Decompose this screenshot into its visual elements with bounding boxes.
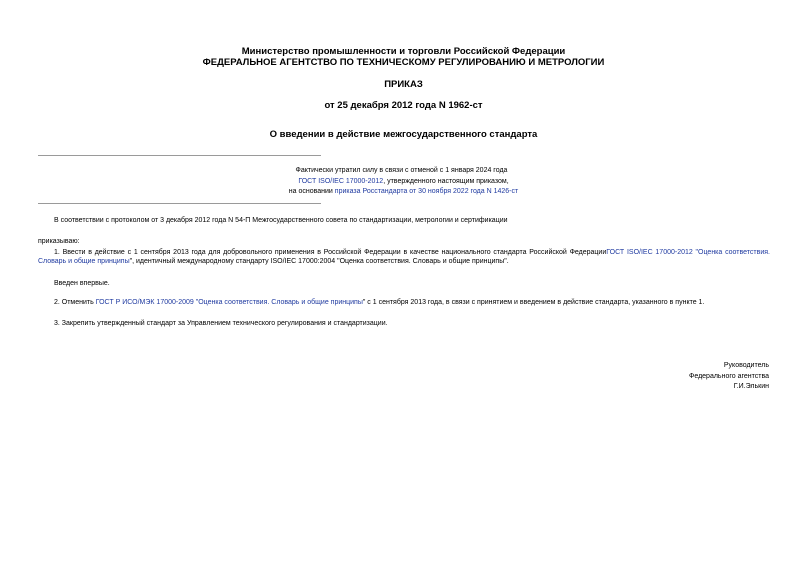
paragraph-2: 2. Отменить ГОСТ Р ИСО/МЭК 17000-2009 "Оценка соответствия. Словарь и общие принципы" с 1 сентября 2013 года, в связи с принятием и введением в действие стандарта, указанного в пункте 1. xyxy=(54,299,705,306)
intro-paragraph: В соответствии с протоколом от 3 декабря 2012 года N 54-П Межгосударственного совета по стандартизации, метрологии и сертификации xyxy=(54,217,508,224)
notice-line-1: Фактически утратил силу в связи с отменой с 1 января 2024 года xyxy=(295,167,508,174)
standard-link[interactable]: ГОСТ ISO/IEC 17000-2012 xyxy=(298,178,384,185)
gost-17000-2012-link[interactable]: ГОСТ ISO/IEC 17000-2012 "Оценка xyxy=(606,249,723,256)
gost-17000-2012-title-link[interactable]: соответствия. Словарь и общие принципы xyxy=(38,249,770,265)
first-time-note: Введен впервые. xyxy=(54,280,110,287)
notice-line-2: ГОСТ ISO/IEC 17000-2012, утвержденного настоящим приказом, xyxy=(298,178,509,185)
document-date: от 25 декабря 2012 года N 1962-ст xyxy=(324,100,483,111)
ministry-name: Министерство промышленности и торговли Российской Федерации xyxy=(241,46,566,57)
signature-position-2: Федерального агентства xyxy=(689,373,769,380)
document-type: ПРИКАЗ xyxy=(384,79,423,90)
agency-name: ФЕДЕРАЛЬНОЕ АГЕНТСТВО ПО ТЕХНИЧЕСКОМУ РЕГУЛИРОВАНИЮ И МЕТРОЛОГИИ xyxy=(202,57,605,68)
gost-r-17000-2009-link[interactable]: ГОСТ Р ИСО/МЭК 17000-2009 "Оценка соответствия. Словарь и общие принципы xyxy=(95,299,363,306)
paragraph-3: 3. Закрепить утвержденный стандарт за Управлением технического регулирования и стандартизации. xyxy=(54,320,388,327)
notice-line-3: на основании приказа Росстандарта от 30 ноября 2022 года N 1426-ст xyxy=(288,188,519,195)
order-word: приказываю: xyxy=(38,238,80,245)
notice-top-rule xyxy=(38,155,321,156)
paragraph-1: 1. Ввести в действие с 1 сентября 2013 года для добровольного применения в Российской Федерации в качестве национального стандарта Российской ФедерацииГОСТ ISO/IEC 17000-2012 "Оценка соответствия. Словарь и общие принципы", идентичный международному стандарту ISO/IEC 17000:2004 "Оценка соответствия. Словарь и общие принципы". xyxy=(38,249,770,265)
signature-position-1: Руководитель xyxy=(723,362,769,369)
signature-name: Г.И.Элькин xyxy=(733,383,769,390)
notice-bottom-rule xyxy=(38,203,321,204)
rosstandart-order-link[interactable]: приказа Росстандарта от 30 ноября 2022 года N 1426-ст xyxy=(334,188,519,195)
document-title: О введении в действие межгосударственного стандарта xyxy=(269,129,538,140)
